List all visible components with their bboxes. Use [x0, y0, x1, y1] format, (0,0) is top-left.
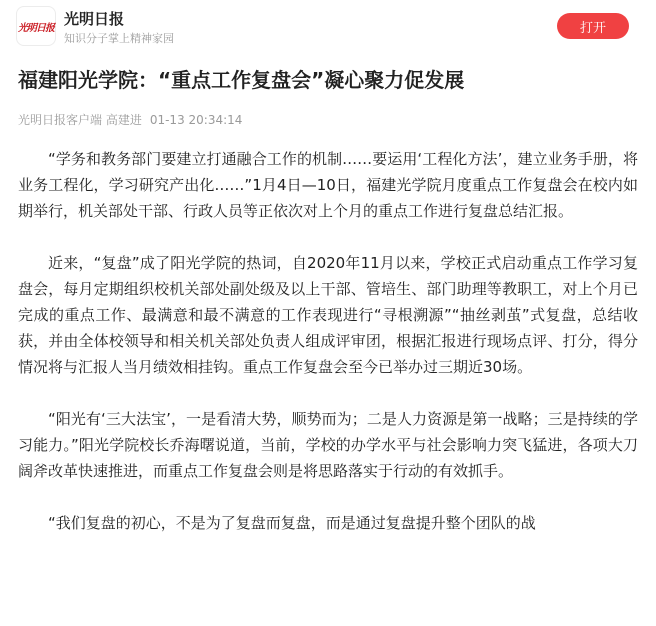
open-app-button[interactable]: 打开 [557, 13, 629, 39]
app-tagline: 知识分子掌上精神家园 [64, 32, 174, 45]
article-paragraph: “阳光有‘三大法宝’，一是看清大势，顺势而为；二是人力资源是第一战略；三是持续的学习能力。”阳光学院校长乔海曙说道，当前，学校的办学水平与社会影响力突飞猛进，各项大刀阔斧改革快速推进，而重点工作复盘会则是将思路落实于行动的有效抓手。 [18, 410, 638, 480]
app-download-banner [0, 0, 656, 52]
app-logo-text: 光明日报 [18, 22, 54, 34]
article-date: 01-13 20:34:14 [149, 113, 243, 127]
app-logo-icon [16, 6, 56, 46]
article-paragraph: “学务和教务部门要建立打通融合工作的机制……要运用‘工程化方法’，建立业务手册，将业务工程化，学习研究产出化……”1月4日—10日，福建光学院月度重点工作复盘会在校内如期举行，机关部处干部、行政人员等正依次对上个月的重点工作进行复盘总结汇报。 [18, 150, 638, 220]
article-paragraph: “我们复盘的初心，不是为了复盘而复盘，而是通过复盘提升整个团队的战 [48, 514, 536, 532]
article-title: 福建阳光学院：“重点工作复盘会”凝心聚力促发展 [18, 68, 465, 92]
article-meta [18, 111, 242, 128]
article-source: 光明日报客户端 高建进 [18, 113, 142, 127]
article-body [18, 146, 638, 562]
app-name: 光明日报 [64, 10, 125, 28]
article-paragraph: 近来，“复盘”成了阳光学院的热词，自2020年11月以来，学校正式启动重点工作学习复盘会，每月定期组织校机关部处副处级及以上干部、管培生、部门助理等教职工，对上个月已完成的重点工作、最满意和最不满意的工作表现进行“寻根溯源”“抽丝剥茧”式复盘，总结收获，并由全体校领导和相关机关部处负责人组成评审团，根据汇报进行现场点评、打分，得分情况将与汇报人当月绩效相挂钩。重点工作复盘会至今已举办过三期近30场。 [18, 254, 638, 376]
